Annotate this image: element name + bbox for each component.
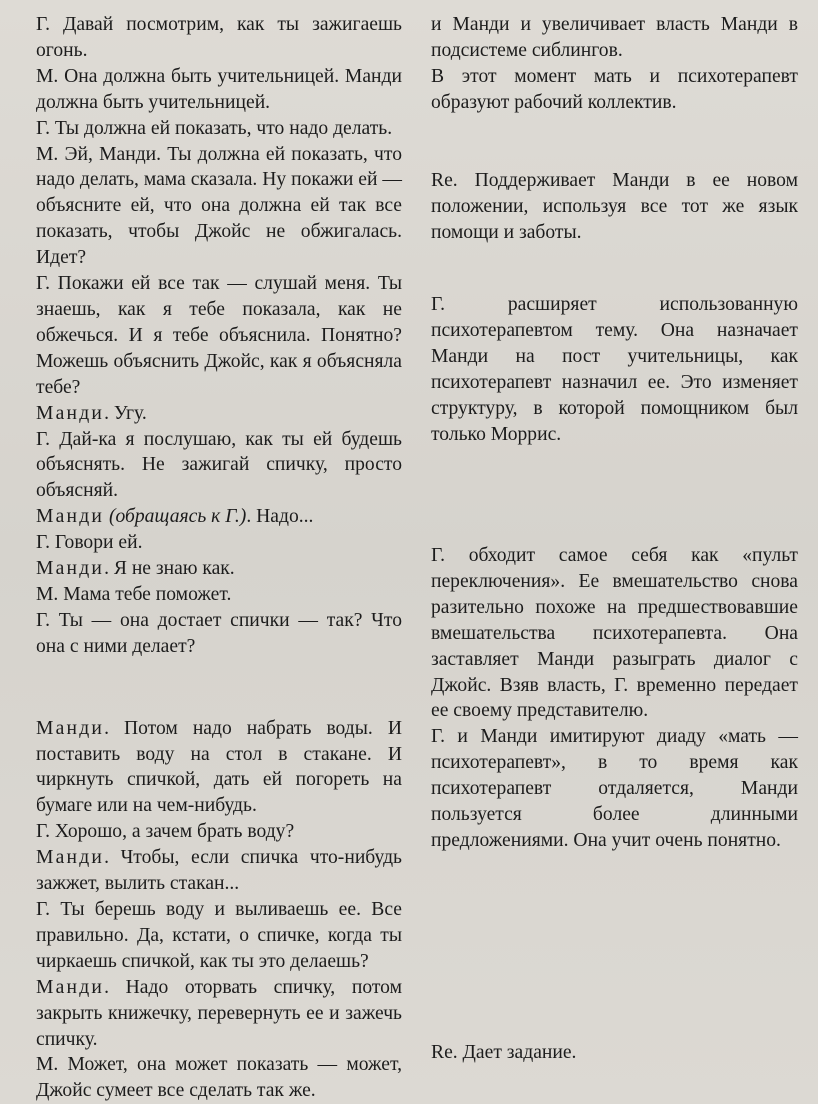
dialogue-line: Г. Ты — она достает спички — так? Что она с ними делает? bbox=[36, 609, 402, 657]
dialogue-line bbox=[36, 504, 402, 530]
dialogue-line: М. Эй, Манди. Ты должна ей показать, что надо делать, мама сказала. Ну покажи ей — объясните ей, что она должна ей так все показать, чтобы Джойс не обжигалась. Идет? bbox=[36, 143, 402, 269]
dialogue-line bbox=[36, 845, 402, 897]
dialogue-line: М. Она должна быть учительницей. Манди должна быть учительницей. bbox=[36, 65, 402, 113]
commentary-paragraph: Г. расширяет использованную психотерапевтом тему. Она назначает Манди на пост учительницы, как психотерапевт назначил ее. Это изменяет структуру, в которой помощником был только Моррис. bbox=[431, 294, 798, 445]
commentary-paragraph: Г. и Манди имитируют диаду «мать — психотерапевт», в то время как психотерапевт отдаляется, Манди пользуется более длинными предложениями. Она учит очень понятно. bbox=[431, 726, 798, 851]
dialogue-line bbox=[36, 716, 402, 820]
dialogue-column bbox=[36, 12, 402, 1104]
commentary-paragraph: Re. Поддерживает Манди в ее новом положении, используя все тот же язык помощи и заботы. bbox=[431, 170, 798, 243]
dialogue-line: Г. Давай посмотрим, как ты зажигаешь огонь. bbox=[36, 14, 402, 61]
dialogue-line bbox=[36, 975, 402, 1053]
dialogue-line: Г. Хорошо, а зачем брать воду? bbox=[36, 821, 295, 843]
line-text: . Потом надо набрать воды. И поставить воду на стол в стакане. И чиркнуть спичкой, дать ей погореть на бумаге или на чем-нибудь. bbox=[36, 717, 402, 817]
commentary-block bbox=[431, 168, 798, 246]
commentary-block bbox=[431, 1040, 798, 1066]
dialogue-line: Г. Говори ей. bbox=[36, 532, 143, 554]
commentary-block bbox=[431, 543, 798, 854]
dialogue-line: Г. Дай-ка я послушаю, как ты ей будешь объяснять. Не зажигай спичку, просто объясняй. bbox=[36, 428, 402, 502]
speaker-name: Манди bbox=[36, 558, 105, 580]
spacer bbox=[36, 660, 402, 716]
commentary-paragraph: и Манди и увеличивает власть Манди в подсистеме сиблингов. bbox=[431, 14, 798, 61]
dialogue-line: М. Мама тебе поможет. bbox=[36, 583, 232, 605]
commentary-paragraph: Re. Дает задание. bbox=[431, 1042, 577, 1063]
line-text: . Надо... bbox=[246, 506, 314, 528]
line-text: . Надо оторвать спичку, потом закрыть книжечку, перевернуть ее и зажечь спичку. bbox=[36, 976, 402, 1050]
dialogue-line bbox=[36, 401, 402, 427]
speaker-name: Манди bbox=[36, 717, 105, 739]
line-text: . Я не знаю как. bbox=[104, 558, 235, 580]
commentary-block bbox=[431, 292, 798, 447]
stage-direction: (обращаясь к Г.) bbox=[108, 506, 247, 528]
dialogue-line bbox=[36, 556, 402, 582]
speaker-name: Манди bbox=[36, 506, 105, 528]
line-text: . Чтобы, если спичка что-нибудь зажжет, вылить стакан... bbox=[36, 847, 402, 895]
dialogue-line: Г. Ты берешь воду и выливаешь ее. Все правильно. Да, кстати, о спичке, когда ты чиркаешь спичкой, как ты это делаешь? bbox=[36, 899, 402, 972]
line-text: . Угу. bbox=[104, 402, 147, 424]
commentary-paragraph: В этот момент мать и психотерапевт образуют рабочий коллектив. bbox=[431, 65, 798, 113]
dialogue-line: Г. Ты должна ей показать, что надо делать. bbox=[36, 117, 393, 139]
commentary-block bbox=[431, 12, 798, 116]
commentary-paragraph: Г. обходит самое себя как «пульт переключения». Ее вмешательство снова разительно похоже на предшествовавшие вмешательства психотерапевта. Она заставляет Манди разыграть диалог с Джойс. Взяв власть, Г. временно передает ее своему представителю. bbox=[431, 545, 798, 722]
dialogue-line: Г. Покажи ей все так — слушай меня. Ты знаешь, как я тебе показала, как не обжечься. И я тебе объяснила. Понятно? Можешь объяснить Джойс, как я объясняла тебе? bbox=[36, 273, 402, 398]
dialogue-line: М. Может, она может показать — может, Джойс сумеет все сделать так же. bbox=[36, 1054, 402, 1102]
speaker-name: Манди bbox=[36, 402, 105, 424]
speaker-name: Манди bbox=[36, 976, 105, 998]
speaker-name: Манди bbox=[36, 847, 105, 869]
